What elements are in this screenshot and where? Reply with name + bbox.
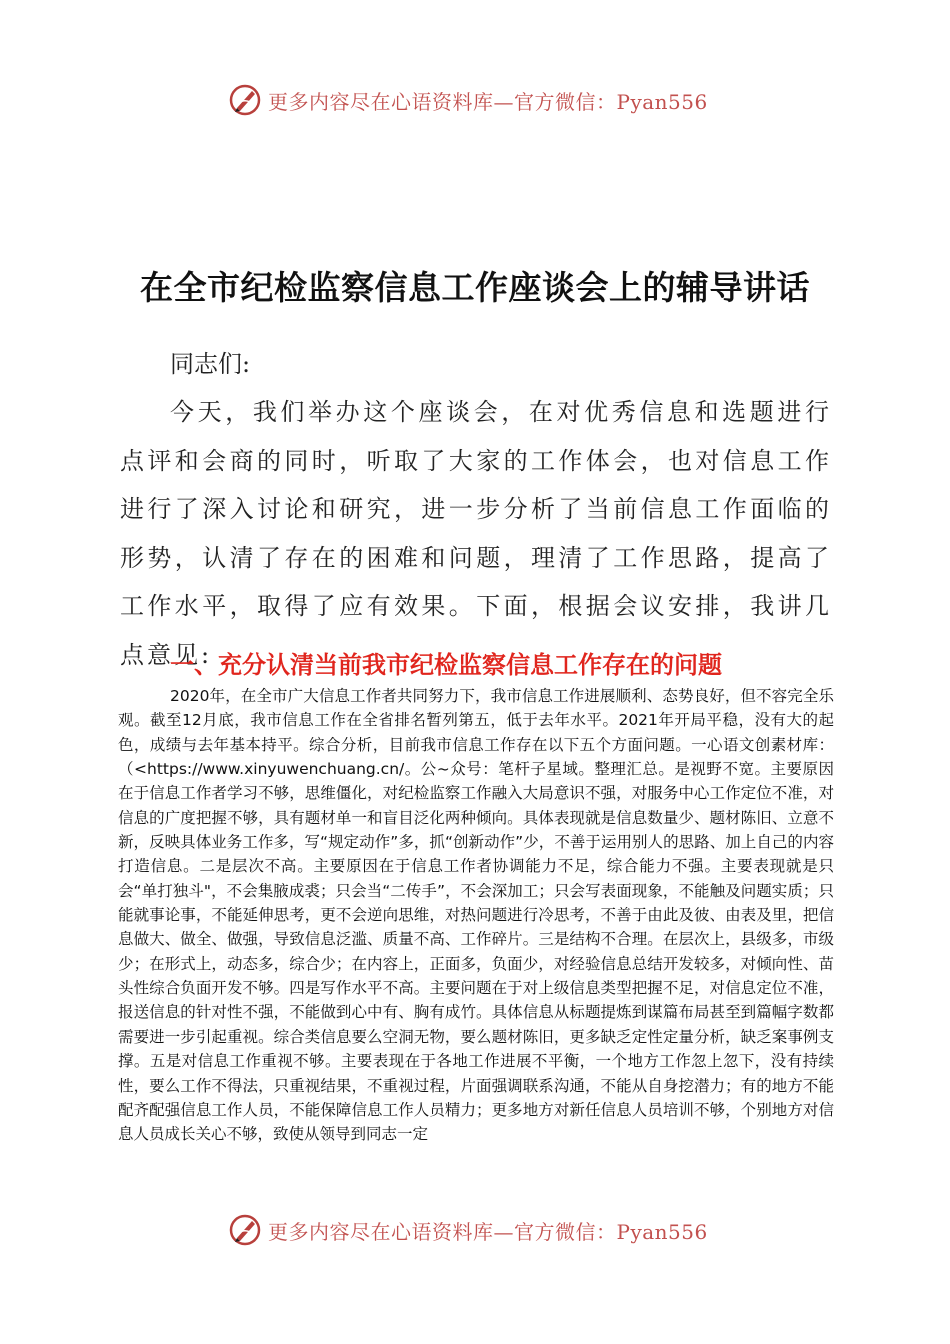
section-heading: 一、充分认清当前我市纪检监察信息工作存在的问题 xyxy=(170,651,722,679)
salutation: 同志们: xyxy=(170,350,251,378)
footer-banner[interactable] xyxy=(228,1212,728,1248)
footer-banner-text: 更多内容尽在心语资料库—官方微信：Pyan556 xyxy=(268,1219,708,1244)
section-body-paragraph: 2020年，在全市广大信息工作者共同努力下，我市信息工作进展顺利、态势良好，但不容完全乐观。截至12月底，我市信息工作在全省排名暂列第五，低于去年水平。2021年开局平稳，没有大的起色，成绩与去年基本持平。综合分析，目前我市信息工作存在以下五个方面问题。一心语文创素材库：（<https://www.xinyuwenchuang.cn/。公~众号：笔杆子星域。整理汇总。是视野不宽。主要原因在于信息工作者学习不够，思维僵化，对纪检监察工作融入大局意识不强，对服务中心工作定位不准，对信息的广度把握不够，具有题材单一和盲目泛化两种倾向。具体表现就是信息数量少、题材陈旧、立意不新，反映具体业务工作多，写“规定动作”多，抓“创新动作”少，不善于运用别人的思路、加上自己的内容打造信息。二是层次不高。主要原因在于信息工作者协调能力不足，综合能力不强。主要表现就是只会“单打独斗"，不会集腋成裘；只会当“二传手”，不会深加工；只会写表面现象，不能触及问题实质；只能就事论事，不能延伸思考，更不会逆向思维，对热问题进行冷思考，不善于由此及彼、由表及里，把信息做大、做全、做强，导致信息泛滥、质量不高、工作碎片。三是结构不合理。在层次上，县级多，市级少；在形式上，动态多，综合少；在内容上，正面多，负面少，对经验信息总结开发较多，对倾向性、苗头性综合负面开发不够。四是写作水平不高。主要问题在于对上级信息类型把握不足，对信息定位不准，报送信息的针对性不强，不能做到心中有、胸有成竹。具体信息从标题提炼到谋篇布局甚至到篇幅字数都需要进一步引起重视。综合类信息要么空洞无物，要么题材陈旧，更多缺乏定性定量分析，缺乏案事例支撑。五是对信息工作重视不够。主要表现在于各地工作进展不平衡，一个地方工作忽上忽下，没有持续性，要么工作不得法，只重视结果，不重视过程，片面强调联系沟通，不能从自身挖潜力；有的地方不能配齐配强信息工作人员，不能保障信息工作人员精力；更多地方对新任信息人员培训不够，个别地方对信息人员成长关心不够，致使从领导到同志一定 xyxy=(118,687,834,1144)
document-title: 在全市纪检监察信息工作座谈会上的辅导讲话 xyxy=(140,268,810,307)
pen-circle-logo-icon xyxy=(228,83,262,117)
intro-paragraph: 今天，我们举办这个座谈会，在对优秀信息和选题进行点评和会商的同时，听取了大家的工作体会，也对信息工作进行了深入讨论和研究，进一步分析了当前信息工作面临的形势，认清了存在的困难和问题，理清了工作思路，提高了工作水平，取得了应有效果。下面，根据会议安排，我讲几点意见: xyxy=(120,398,832,669)
pen-circle-logo-icon xyxy=(228,1213,262,1247)
header-banner-text: 更多内容尽在心语资料库—官方微信：Pyan556 xyxy=(268,89,708,114)
header-banner[interactable] xyxy=(228,82,728,118)
